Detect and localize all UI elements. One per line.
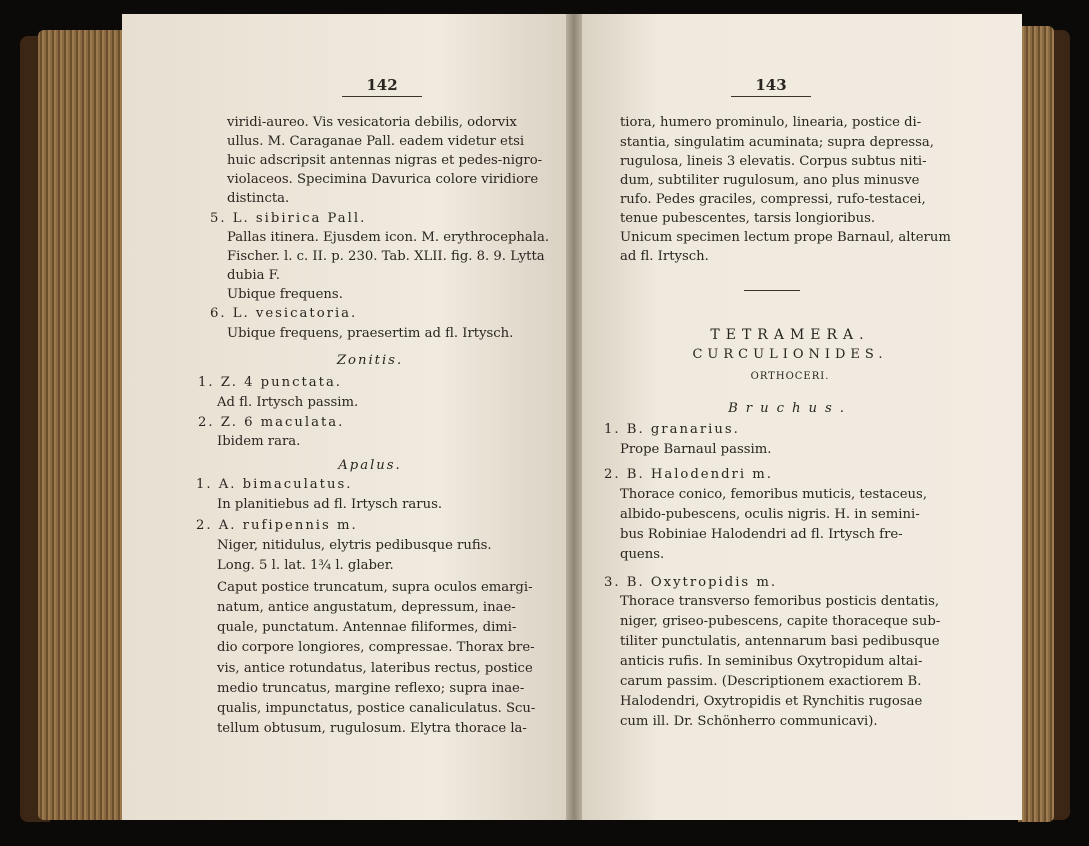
text-line: anticis rufis. In seminibus Oxytropidum altai- — [620, 654, 923, 669]
text-line: Ubique frequens, praesertim ad fl. Irtysch. — [227, 326, 514, 341]
genus-heading: Apalus. — [338, 458, 402, 473]
text-line: qualis, impunctatus, postice canaliculatus. Scu- — [217, 701, 536, 716]
text-line: Unicum specimen lectum prope Barnaul, alterum — [620, 230, 951, 245]
text-line: ullus. M. Caraganae Pall. eadem videtur etsi — [227, 134, 525, 149]
section-heading: TETRAMERA. — [710, 327, 870, 343]
text-line: stantia, singulatim acuminata; supra depressa, — [620, 135, 934, 150]
text-line: tenue pubescentes, tarsis longioribus. — [620, 211, 876, 226]
species-heading: 6. L. vesicatoria. — [210, 306, 358, 321]
species-heading: 1. A. bimaculatus. — [196, 477, 353, 492]
text-line: carum passim. (Descriptionem exactiorem B. — [620, 674, 922, 689]
text-line: medio truncatus, margine reflexo; supra inae- — [217, 681, 525, 696]
text-line: Ad fl. Irtysch passim. — [217, 395, 359, 410]
species-heading: 1. Z. 4 punctata. — [198, 375, 343, 390]
text-line: Pallas itinera. Ejusdem icon. M. erythrocephala. — [227, 230, 550, 245]
genus-heading: Bruchus. — [728, 401, 852, 416]
text-line: Long. 5 l. lat. 1¾ l. glaber. — [217, 558, 394, 573]
text-line: Ubique frequens. — [227, 287, 343, 302]
genus-heading: Zonitis. — [336, 353, 404, 368]
species-heading: 2. Z. 6 maculata. — [198, 415, 345, 430]
text-line: viridi-aureo. Vis vesicatoria debilis, odorvix — [227, 115, 517, 130]
text-line: tellum obtusum, rugulosum. Elytra thorace la- — [217, 721, 527, 736]
text-line: natum, antice angustatum, depressum, inae- — [217, 600, 516, 615]
text-line: quale, punctatum. Antennae filiformes, dimi- — [217, 620, 517, 635]
text-line: violaceos. Specimina Davurica colore viridiore — [227, 172, 539, 187]
text-line: Caput postice truncatum, supra oculos emargi- — [217, 580, 533, 595]
text-line: bus Robiniae Halodendri ad fl. Irtysch fre- — [620, 527, 903, 542]
family-heading: CURCULIONIDES. — [692, 347, 888, 362]
text-line: vis, antice rotundatus, lateribus rectus, postice — [217, 661, 533, 676]
text-line: rugulosa, lineis 3 elevatis. Corpus subtus niti- — [620, 154, 927, 169]
text-line: Niger, nitidulus, elytris pedibusque rufis. — [217, 538, 492, 553]
section-rule — [744, 290, 800, 291]
text-line: Fischer. l. c. II. p. 230. Tab. XLII. fig. 8. 9. Lytta — [227, 249, 545, 264]
text-line: Halodendri, Oxytropidis et Rynchitis rugosae — [620, 694, 923, 709]
text-line: Thorace transverso femoribus posticis dentatis, — [620, 594, 940, 609]
text-line: Ibidem rara. — [217, 434, 301, 449]
species-heading: 1. B. granarius. — [604, 422, 740, 437]
species-heading: 2. A. rufipennis m. — [196, 518, 358, 533]
text-line: rufo. Pedes graciles, compressi, rufo-testacei, — [620, 192, 926, 207]
text-line: distincta. — [227, 191, 290, 206]
page-number-left: 142 — [342, 76, 422, 97]
subfamily-heading: ORTHOCERI. — [750, 371, 830, 382]
text-line: dum, subtiliter rugulosum, ano plus minusve — [620, 173, 920, 188]
text-line: ad fl. Irtysch. — [620, 249, 709, 264]
text-line: In planitiebus ad fl. Irtysch rarus. — [217, 497, 443, 512]
text-line: tiliter punctulatis, antennarum basi pedibusque — [620, 634, 940, 649]
species-heading: 5. L. sibirica Pall. — [210, 211, 367, 226]
page-number-right: 143 — [731, 76, 811, 97]
text-line: niger, griseo-pubescens, capite thoraceque sub- — [620, 614, 941, 629]
text-line: tiora, humero prominulo, linearia, postice di- — [620, 115, 922, 130]
text-line: huic adscripsit antennas nigras et pedes-nigro- — [227, 153, 543, 168]
text-line: dio corpore longiores, compressae. Thorax bre- — [217, 640, 535, 655]
species-heading: 2. B. Halodendri m. — [604, 467, 773, 482]
text-line: albido-pubescens, oculis nigris. H. in semini- — [620, 507, 920, 522]
text-line: Prope Barnaul passim. — [620, 442, 772, 457]
page-edges-right — [1018, 26, 1054, 822]
species-heading: 3. B. Oxytropidis m. — [604, 575, 778, 590]
text-line: cum ill. Dr. Schönherro communicavi). — [620, 714, 878, 729]
text-line: quens. — [620, 547, 665, 562]
book-gutter — [566, 14, 582, 820]
text-line: dubia F. — [227, 268, 280, 283]
text-line: Thorace conico, femoribus muticis, testaceus, — [620, 487, 928, 502]
